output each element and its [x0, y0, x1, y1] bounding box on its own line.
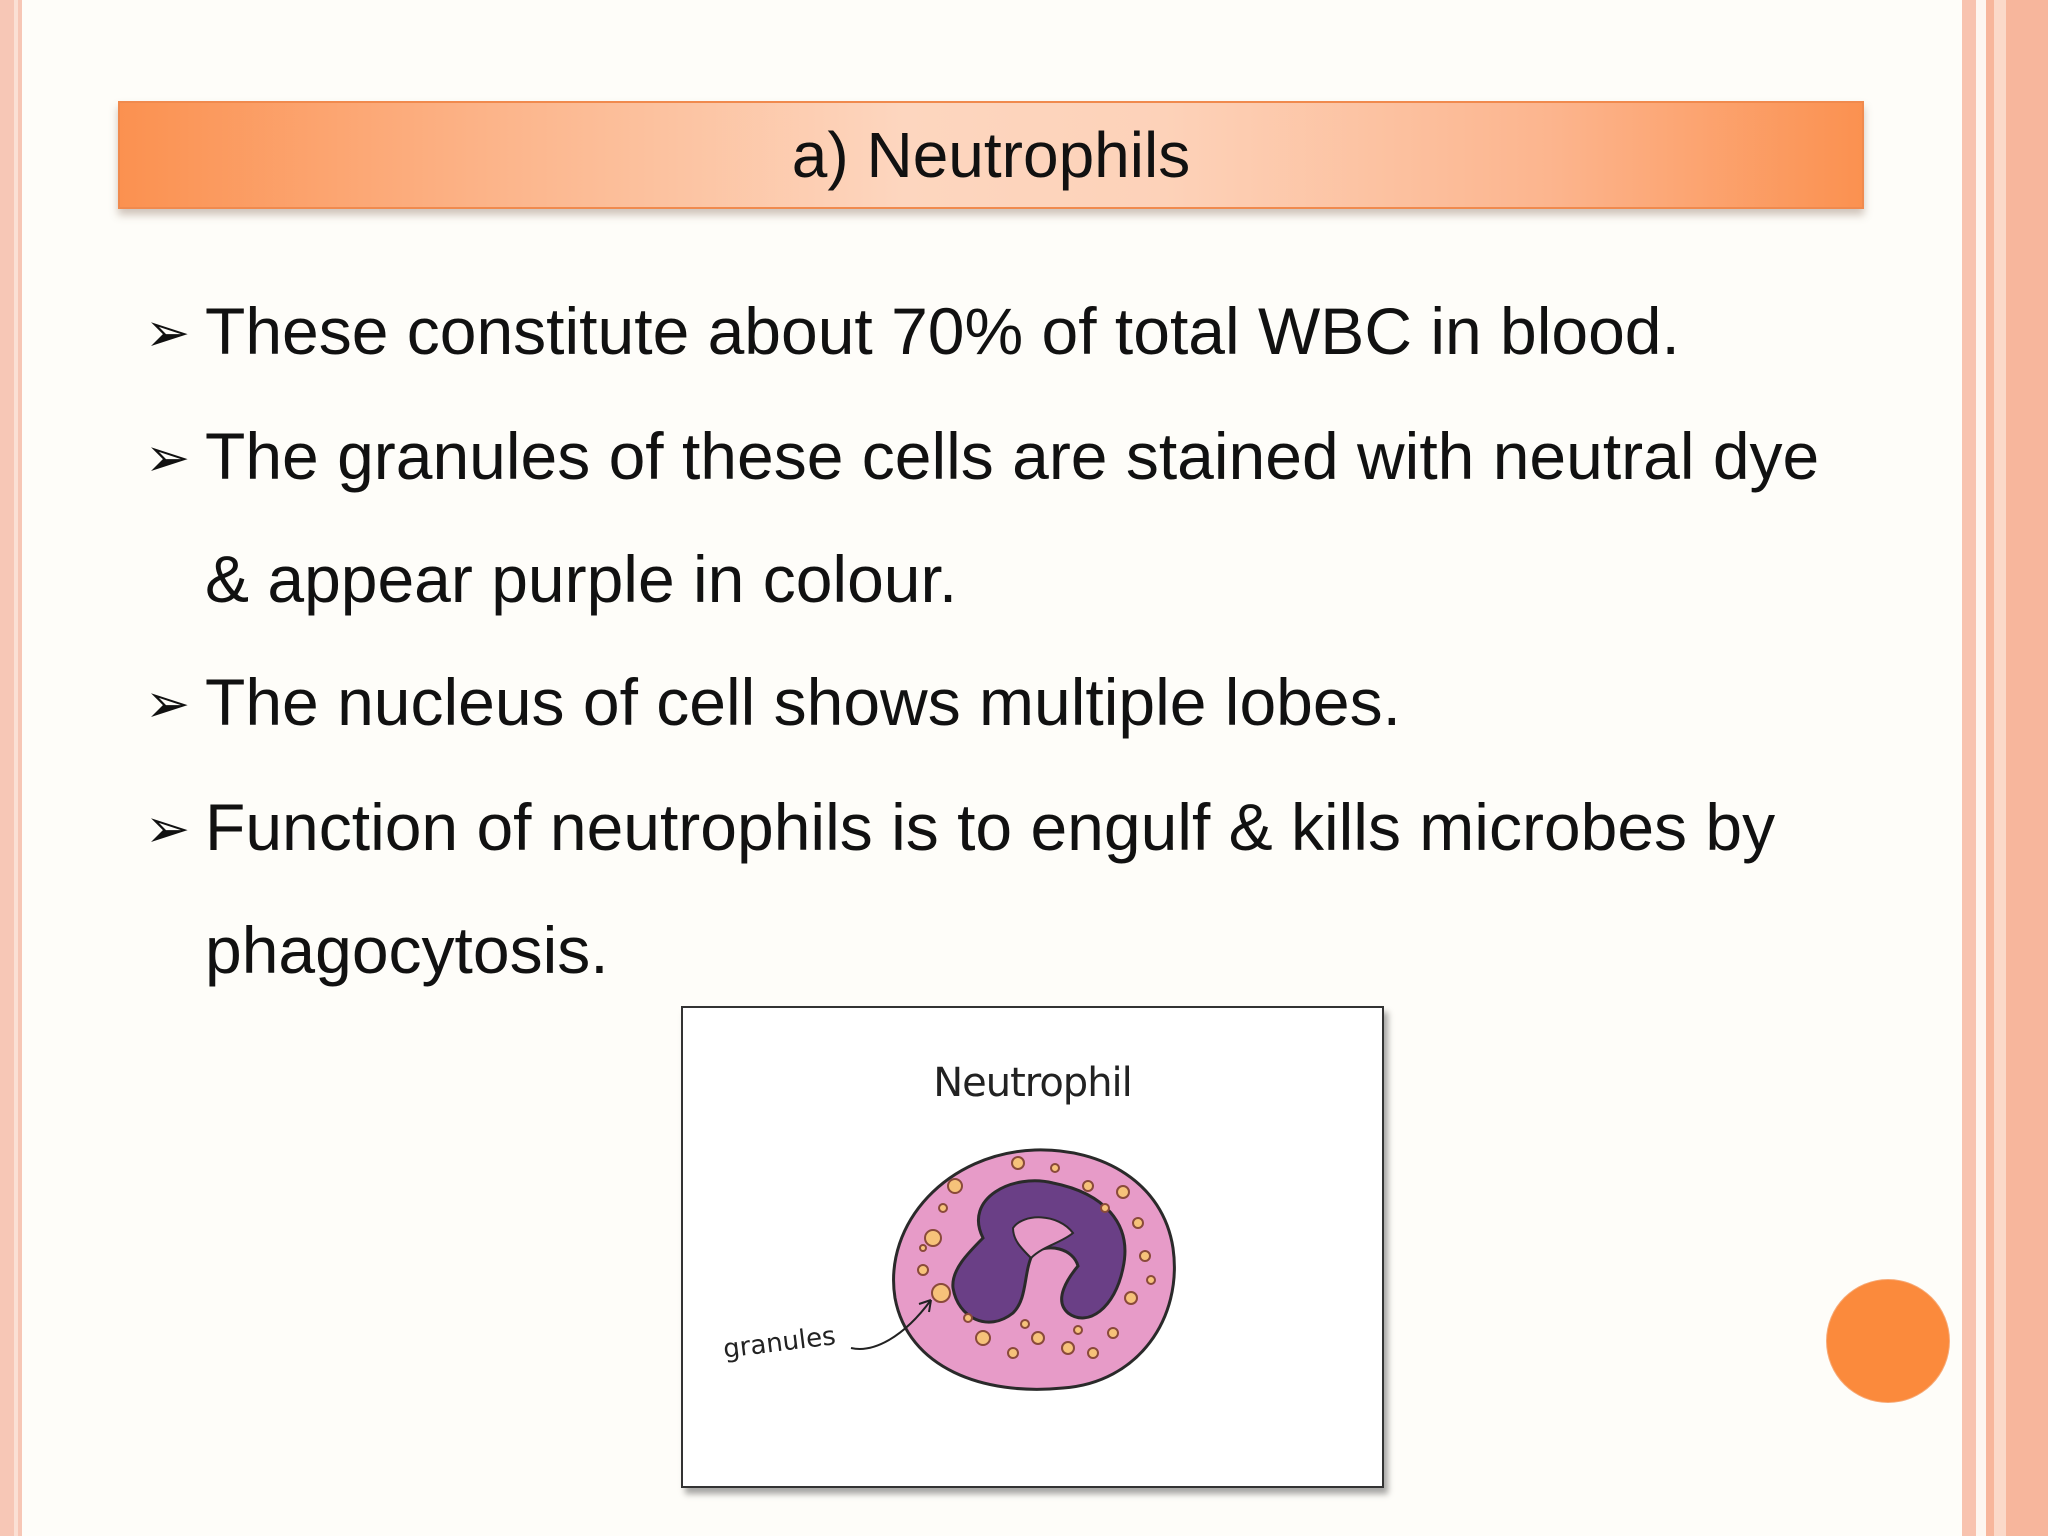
slide-title: a) Neutrophils — [791, 119, 1191, 191]
left-border-decoration — [0, 0, 22, 1536]
bullet-list — [145, 270, 1845, 1012]
bullet-text: Function of neutrophils is to engulf & kills microbes by phagocytosis. — [205, 790, 1776, 987]
neutrophil-illustration — [681, 1006, 1384, 1488]
arrowhead-bullet-icon: ➢ — [145, 674, 191, 734]
right-border-decoration — [1986, 0, 2048, 1536]
figure-title: Neutrophil — [933, 1060, 1132, 1106]
right-border-stripe — [1962, 0, 1976, 1536]
bullet-text: The nucleus of cell shows multiple lobes. — [205, 665, 1401, 739]
bullet-item — [145, 766, 1845, 1012]
granules-label: granules — [721, 1321, 838, 1365]
title-banner — [118, 101, 1864, 209]
bullet-item — [145, 395, 1845, 641]
bullet-text: The granules of these cells are stained with neutral dye & appear purple in colour. — [205, 419, 1820, 616]
orange-circle-decoration — [1827, 1280, 1949, 1402]
bullet-text: These constitute about 70% of total WBC in blood. — [205, 294, 1680, 368]
neutrophil-cell-drawing — [683, 1008, 1382, 1486]
bullet-item — [145, 641, 1845, 766]
arrowhead-bullet-icon: ➢ — [145, 799, 191, 859]
arrowhead-bullet-icon: ➢ — [145, 303, 191, 363]
left-border-stripe — [14, 0, 18, 1536]
bullet-item — [145, 270, 1845, 395]
right-border-gap — [1976, 0, 1986, 1536]
arrowhead-bullet-icon: ➢ — [145, 428, 191, 488]
